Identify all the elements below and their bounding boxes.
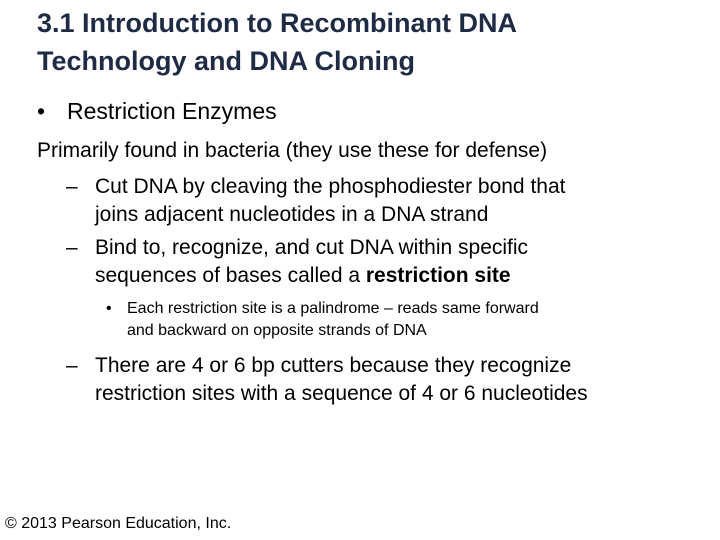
sub-bullet-mark: •	[106, 300, 112, 317]
list-item-bp-cutters	[66, 352, 588, 408]
list-item-line: Cut DNA by cleaving the phosphodiester bond that	[95, 175, 566, 198]
list-item-line-prefix: sequences of bases called a	[95, 264, 366, 287]
list-item-bind-recognize	[66, 234, 528, 290]
dash-mark: –	[66, 175, 78, 198]
sub-list-item-palindrome	[106, 298, 539, 342]
bullet-mark: •	[37, 98, 46, 124]
list-item-cut-dna	[66, 173, 565, 229]
sub-list-item-line: Each restriction site is a palindrome – reads same forward	[127, 300, 539, 317]
list-item-line: There are 4 or 6 bp cutters because they recognize	[95, 354, 572, 377]
intro-text: Primarily found in bacteria (they use these for defense)	[37, 139, 548, 162]
restriction-site-term: restriction site	[365, 264, 511, 287]
copyright-footer: © 2013 Pearson Education, Inc.	[5, 515, 232, 532]
dash-mark: –	[66, 354, 78, 377]
sub-list-item-line: and backward on opposite strands of DNA	[127, 322, 427, 339]
list-item-line	[95, 262, 528, 290]
list-item-line: restriction sites with a sequence of 4 or 6 nucleotides	[95, 382, 588, 405]
heading-bullet	[37, 96, 277, 126]
list-item-line: joins adjacent nucleotides in a DNA strand	[95, 203, 489, 226]
title-line-2: Technology and DNA Cloning	[37, 46, 415, 76]
list-item-line: Bind to, recognize, and cut DNA within specific	[95, 236, 529, 259]
title-line-1: 3.1 Introduction to Recombinant DNA	[37, 8, 518, 38]
slide-title	[37, 4, 697, 80]
dash-mark: –	[66, 236, 78, 259]
heading-bullet-text: Restriction Enzymes	[67, 98, 277, 124]
